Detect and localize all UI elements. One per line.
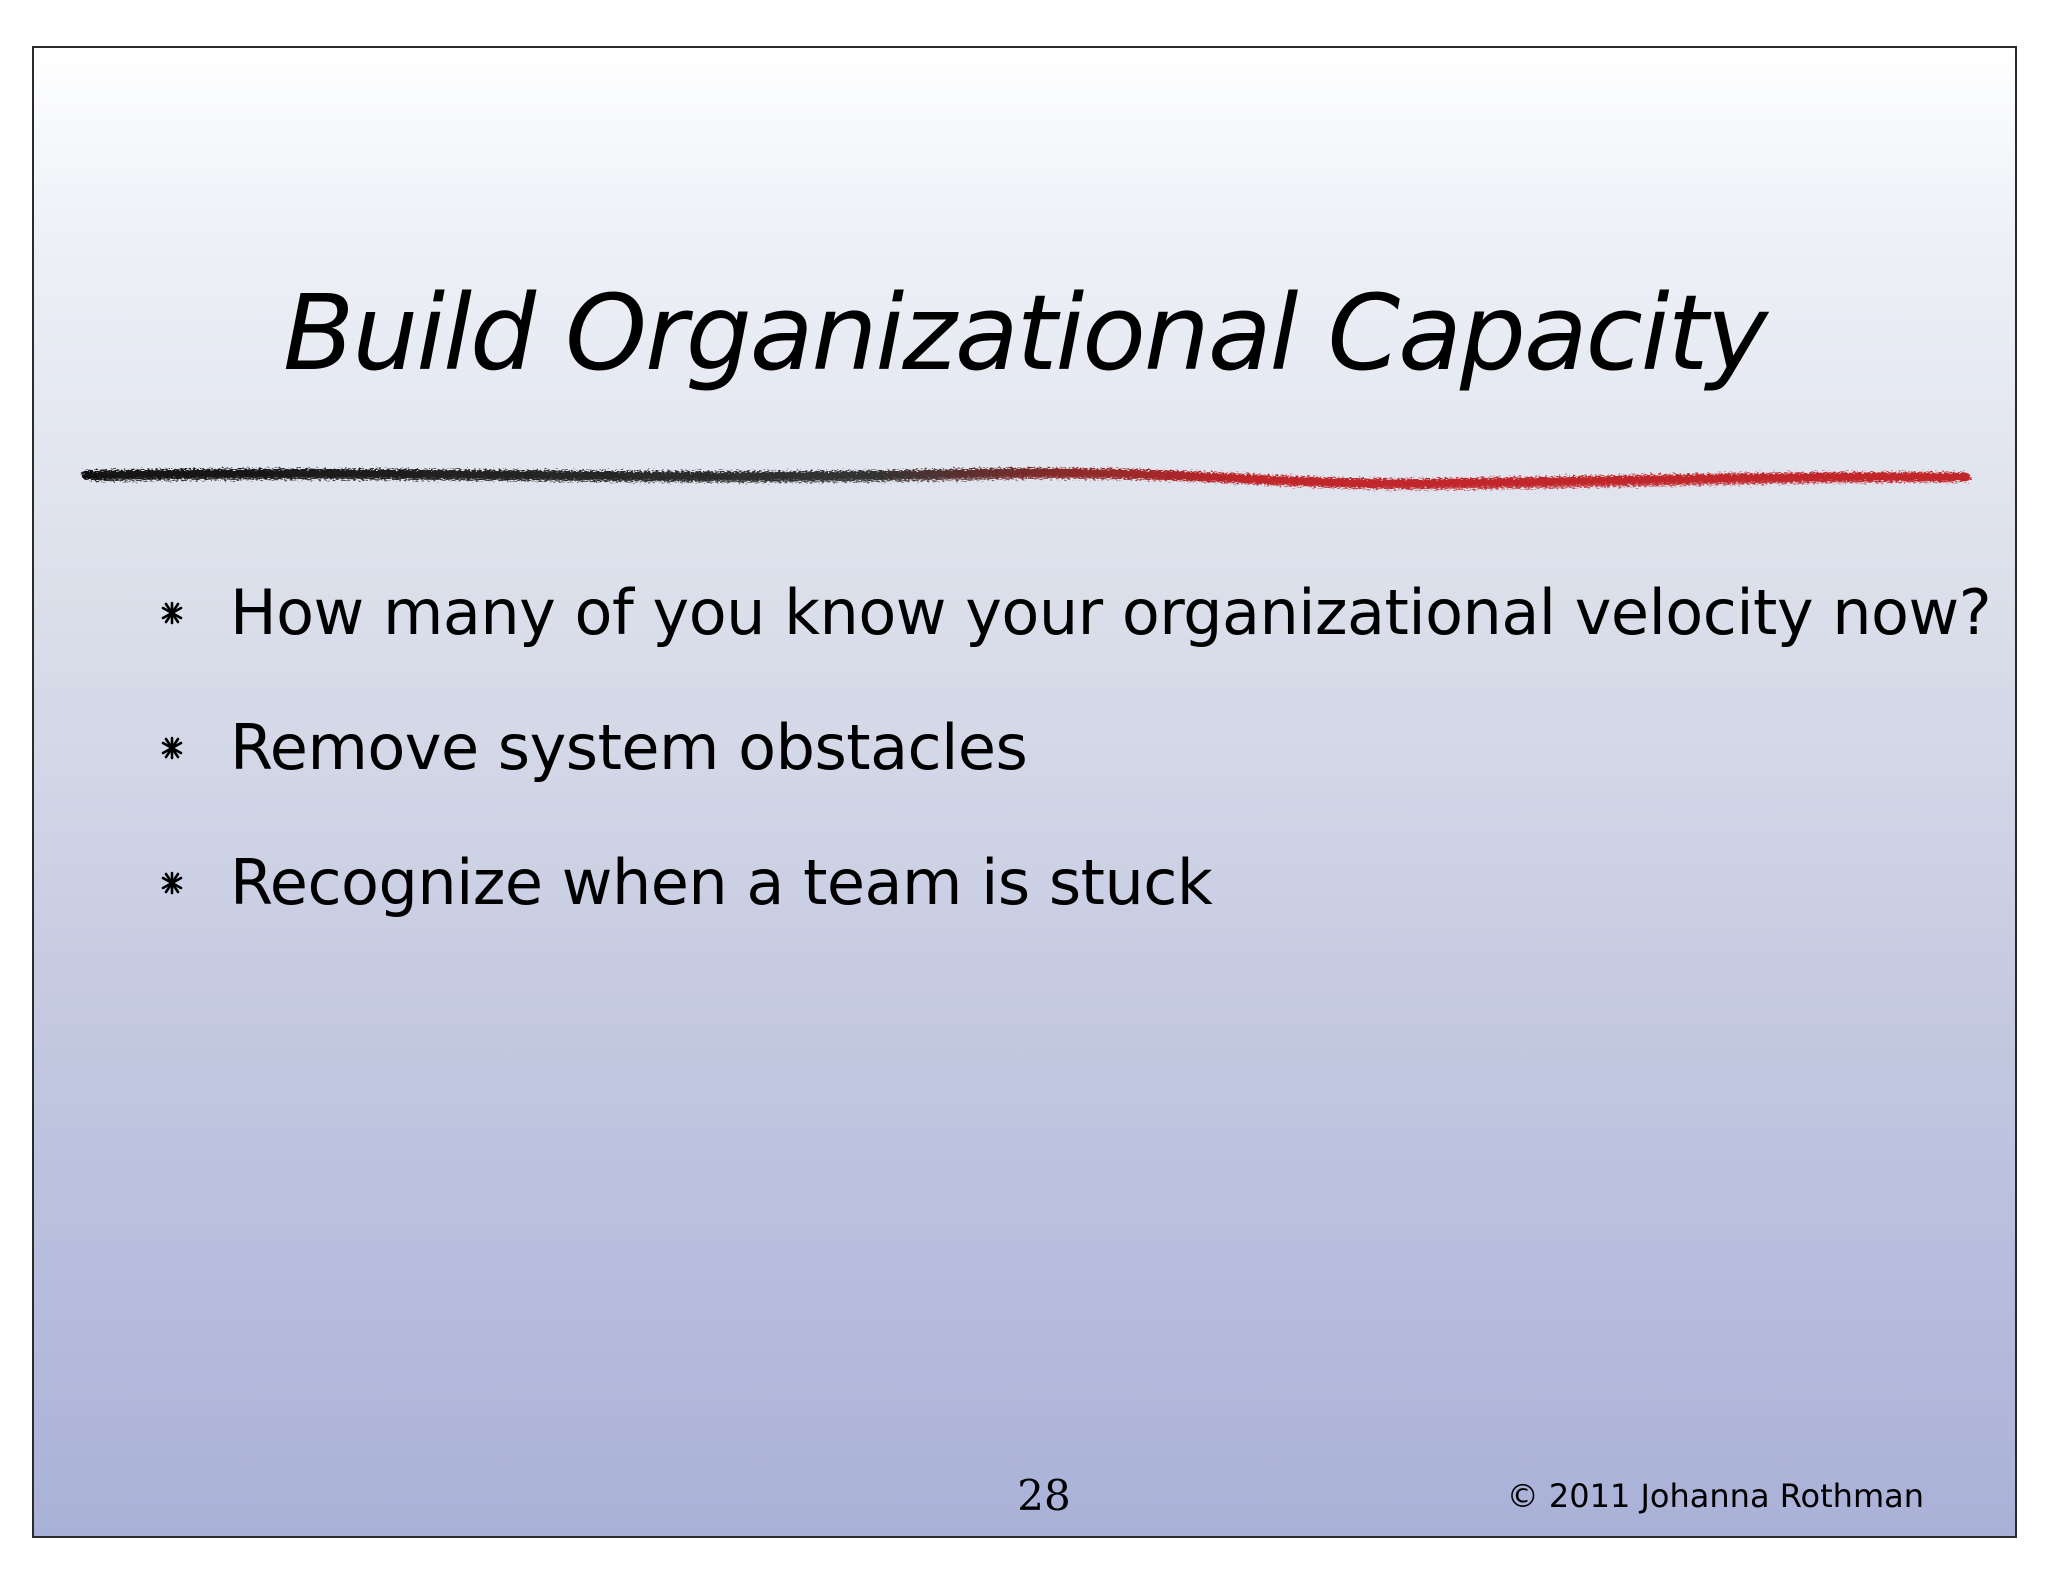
- brush-stroke-divider: [76, 455, 1976, 505]
- slide-title: Build Organizational Capacity: [282, 272, 1766, 394]
- asterisk-bullet-icon: [158, 869, 186, 897]
- slide: [32, 46, 2017, 1538]
- bullet-text: Remove system obstacles: [230, 711, 1028, 784]
- bullet-text: How many of you know your organizational velocity now?: [230, 576, 1992, 649]
- page-number: 28: [1017, 1471, 1071, 1520]
- copyright-notice: © 2011 Johanna Rothman: [1506, 1477, 1924, 1515]
- asterisk-bullet-icon: [158, 599, 186, 627]
- bullet-text: Recognize when a team is stuck: [230, 846, 1213, 919]
- asterisk-bullet-icon: [158, 734, 186, 762]
